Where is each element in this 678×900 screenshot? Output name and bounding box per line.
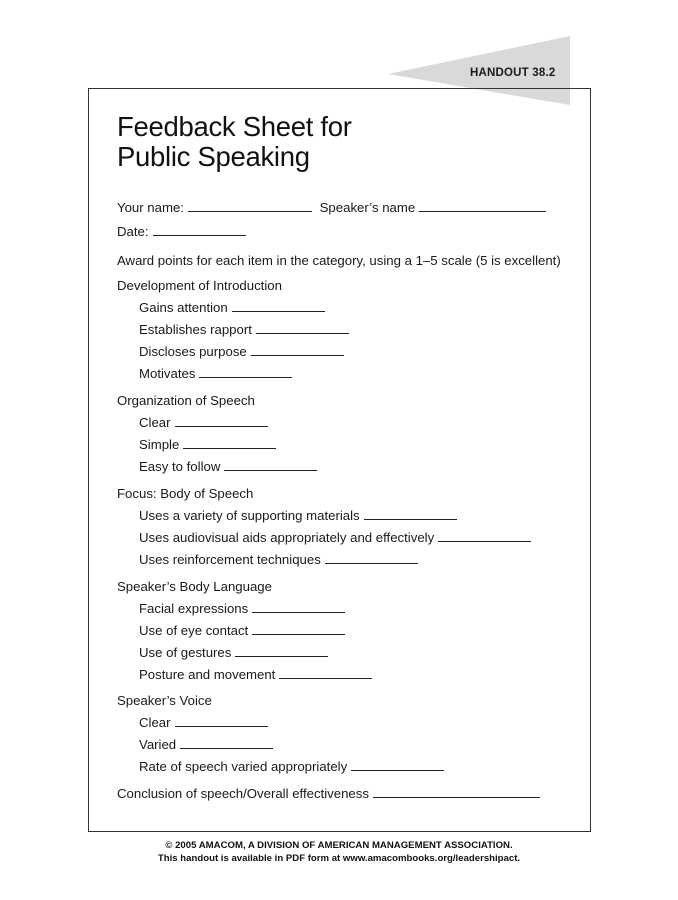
rating-field[interactable] xyxy=(325,552,418,564)
rating-field[interactable] xyxy=(279,667,372,679)
conclusion-row xyxy=(117,786,540,802)
rating-field[interactable] xyxy=(235,645,328,657)
rating-field[interactable] xyxy=(438,530,531,542)
instructions: Award points for each item in the category, using a 1–5 scale (5 is excellent) xyxy=(117,253,561,268)
rating-item: Posture and movement xyxy=(139,667,372,683)
rating-item: Uses audiovisual aids appropriately and effectively xyxy=(139,530,531,546)
date-label: Date: xyxy=(117,224,149,239)
rating-item: Clear xyxy=(139,715,268,731)
section-heading-voice: Speaker’s Voice xyxy=(117,693,212,708)
date-row xyxy=(117,224,246,240)
rating-item: Simple xyxy=(139,437,276,453)
section-heading-body-language: Speaker’s Body Language xyxy=(117,579,272,594)
rating-field[interactable] xyxy=(232,300,325,312)
rating-item: Discloses purpose xyxy=(139,344,344,360)
rating-item: Rate of speech varied appropriately xyxy=(139,759,444,775)
rating-field[interactable] xyxy=(175,715,268,727)
section-heading-organization: Organization of Speech xyxy=(117,393,255,408)
rating-field[interactable] xyxy=(351,759,444,771)
rating-item: Use of eye contact xyxy=(139,623,345,639)
rating-item: Motivates xyxy=(139,366,292,382)
rating-item: Easy to follow xyxy=(139,459,317,475)
rating-item: Use of gestures xyxy=(139,645,328,661)
footer-availability: This handout is available in PDF form at www.amacombooks.org/leadershipact. xyxy=(157,853,521,864)
your-name-field[interactable] xyxy=(188,200,312,212)
rating-field[interactable] xyxy=(183,437,276,449)
page-title xyxy=(117,112,352,172)
name-row xyxy=(117,200,546,216)
footer-copyright: © 2005 AMACOM, A DIVISION OF AMERICAN MANAGEMENT ASSOCIATION. xyxy=(165,840,513,851)
rating-field[interactable] xyxy=(224,459,317,471)
rating-item: Gains attention xyxy=(139,300,325,316)
rating-field[interactable] xyxy=(199,366,292,378)
rating-item: Uses reinforcement techniques xyxy=(139,552,418,568)
rating-field[interactable] xyxy=(251,344,344,356)
rating-item: Facial expressions xyxy=(139,601,345,617)
title-line-1: Feedback Sheet for xyxy=(117,111,352,142)
rating-item: Clear xyxy=(139,415,268,431)
conclusion-label: Conclusion of speech/Overall effectiveness xyxy=(117,786,369,801)
handout-label: HANDOUT 38.2 xyxy=(470,67,556,79)
your-name-label: Your name: xyxy=(117,200,184,215)
section-heading-introduction: Development of Introduction xyxy=(117,278,282,293)
conclusion-field[interactable] xyxy=(373,786,540,798)
title-line-2: Public Speaking xyxy=(117,141,310,172)
rating-item: Uses a variety of supporting materials xyxy=(139,508,457,524)
rating-field[interactable] xyxy=(256,322,349,334)
speaker-name-label: Speaker’s name xyxy=(319,200,416,215)
rating-field[interactable] xyxy=(252,623,345,635)
rating-field[interactable] xyxy=(180,737,273,749)
section-heading-body: Focus: Body of Speech xyxy=(117,486,254,501)
rating-field[interactable] xyxy=(175,415,268,427)
speaker-name-field[interactable] xyxy=(419,200,546,212)
rating-field[interactable] xyxy=(252,601,345,613)
rating-field[interactable] xyxy=(364,508,457,520)
date-field[interactable] xyxy=(153,224,246,236)
rating-item: Varied xyxy=(139,737,273,753)
rating-item: Establishes rapport xyxy=(139,322,349,338)
